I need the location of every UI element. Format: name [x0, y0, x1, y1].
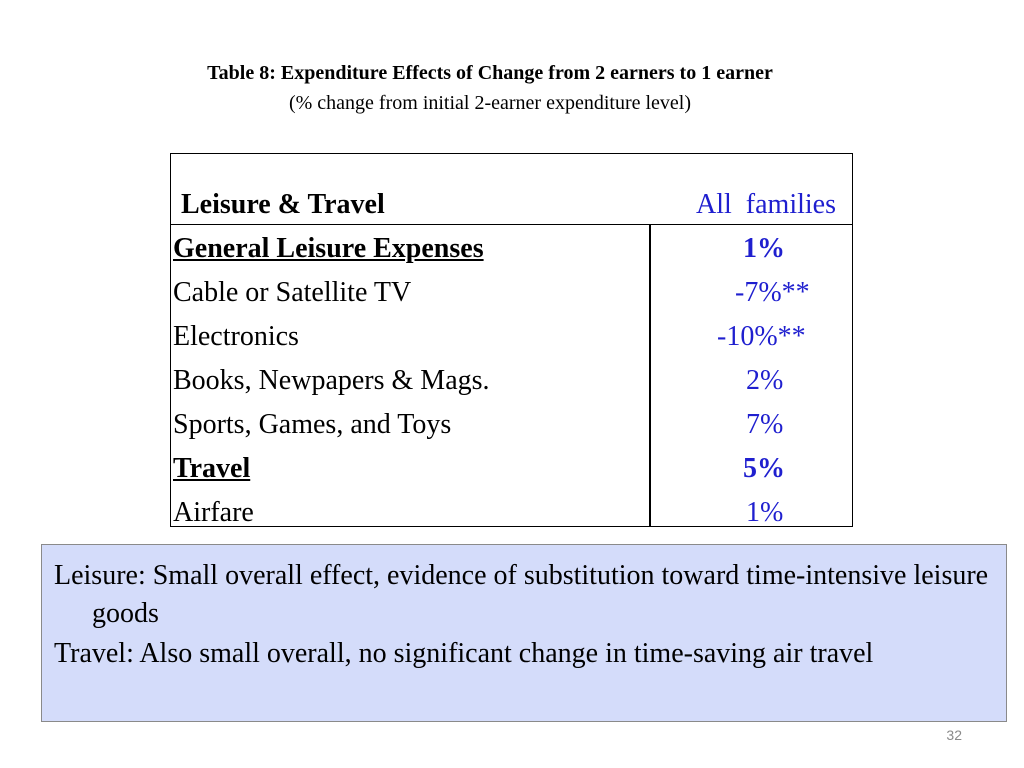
table-row — [171, 272, 852, 316]
expenditure-table — [170, 153, 853, 527]
row-label: Cable or Satellite TV — [173, 277, 412, 308]
row-value: -10%** — [717, 321, 806, 352]
note-travel: Travel: Also small overall, no significant change in time-saving air travel — [54, 638, 874, 669]
table-row — [171, 316, 852, 360]
table-row — [171, 448, 852, 492]
row-label: Travel — [173, 453, 251, 484]
table-title: Table 8: Expenditure Effects of Change from 2 earners to 1 earner — [207, 62, 773, 84]
header-column-label: All families — [696, 189, 836, 220]
header-category-label: Leisure & Travel — [181, 189, 385, 220]
table-row — [171, 492, 852, 536]
row-value: 2% — [746, 365, 784, 396]
row-label: Books, Newpapers & Mags. — [173, 365, 490, 396]
table-subtitle: (% change from initial 2-earner expenditure level) — [288, 92, 692, 114]
row-label: General Leisure Expenses — [173, 233, 484, 264]
row-label: Electronics — [173, 321, 299, 352]
row-value: -7%** — [735, 277, 810, 308]
table-row — [171, 360, 852, 404]
table-row — [171, 404, 852, 448]
row-label: Airfare — [173, 497, 254, 528]
row-value: 7% — [746, 409, 784, 440]
row-value: 5% — [743, 453, 785, 484]
row-value: 1% — [746, 497, 784, 528]
page-number: 32 — [946, 727, 962, 743]
note-leisure: Leisure: Small overall effect, evidence of substitution toward time-intensive leisure goods — [54, 560, 989, 629]
table-header-row — [171, 154, 852, 225]
table-row — [171, 228, 852, 272]
summary-note-box — [41, 544, 1007, 722]
row-value: 1% — [743, 233, 785, 264]
row-label: Sports, Games, and Toys — [173, 409, 452, 440]
